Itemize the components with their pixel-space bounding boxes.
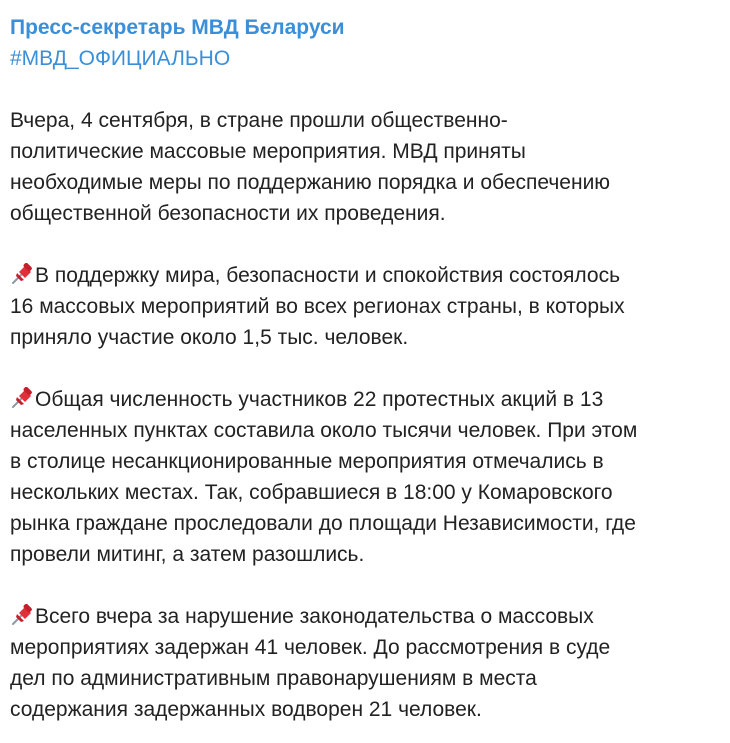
post-paragraph [10,601,730,725]
paragraph-line [10,601,730,632]
line-text: содержания задержанных водворен 21 человек. [10,698,482,721]
paragraph-line [10,167,730,198]
paragraph-line [10,105,730,136]
paragraph-line [10,508,730,539]
line-text: населенных пунктах составила около тысячи человек. При этом [10,419,638,442]
pushpin-icon [10,604,34,626]
paragraph-line [10,632,730,663]
hashtag-link[interactable]: #МВД_ОФИЦИАЛЬНО [10,47,231,70]
paragraph-line [10,136,730,167]
line-text: общественной безопасности их проведения. [10,202,446,225]
paragraph-line [10,198,730,229]
channel-title[interactable]: Пресс-секретарь МВД Беларуси [10,16,345,39]
line-text: в столице несанкционированные мероприятия отмечались в [10,450,604,473]
line-text: приняло участие около 1,5 тыс. человек. [10,326,409,349]
paragraph-line [10,291,730,322]
line-text: 16 массовых мероприятий во всех регионах страны, в которых [10,295,625,318]
line-text: нескольких местах. Так, собравшиеся в 18:00 у Комаровского [10,481,613,504]
paragraph-line [10,477,730,508]
paragraph-line [10,322,730,353]
post-paragraph [10,260,730,353]
line-text: мероприятиях задержан 41 человек. До рассмотрения в суде [10,636,611,659]
post-paragraph [10,105,730,229]
paragraph-line [10,539,730,570]
paragraph-line [10,446,730,477]
paragraph-line [10,694,730,725]
line-text: Вчера, 4 сентября, в стране прошли общественно- [10,109,508,132]
line-text: провели митинг, а затем разошлись. [10,543,365,566]
line-text: дел по административным правонарушениям в места [10,667,537,690]
line-text: Общая численность участников 22 протестных акций в 13 [35,388,604,411]
post-body [10,105,730,725]
line-text: политические массовые мероприятия. МВД приняты [10,140,526,163]
line-text: Всего вчера за нарушение законодательства о массовых [35,605,594,628]
paragraph-line [10,415,730,446]
paragraph-line [10,260,730,291]
pushpin-icon [10,387,34,409]
line-text: необходимые меры по поддержанию порядка и обеспечению [10,171,611,194]
post-paragraph [10,384,730,570]
paragraph-line [10,663,730,694]
paragraph-line [10,384,730,415]
pushpin-icon [10,263,34,285]
line-text: рынка граждане проследовали до площади Независимости, где [10,512,636,535]
line-text: В поддержку мира, безопасности и спокойствия состоялось [35,264,621,287]
